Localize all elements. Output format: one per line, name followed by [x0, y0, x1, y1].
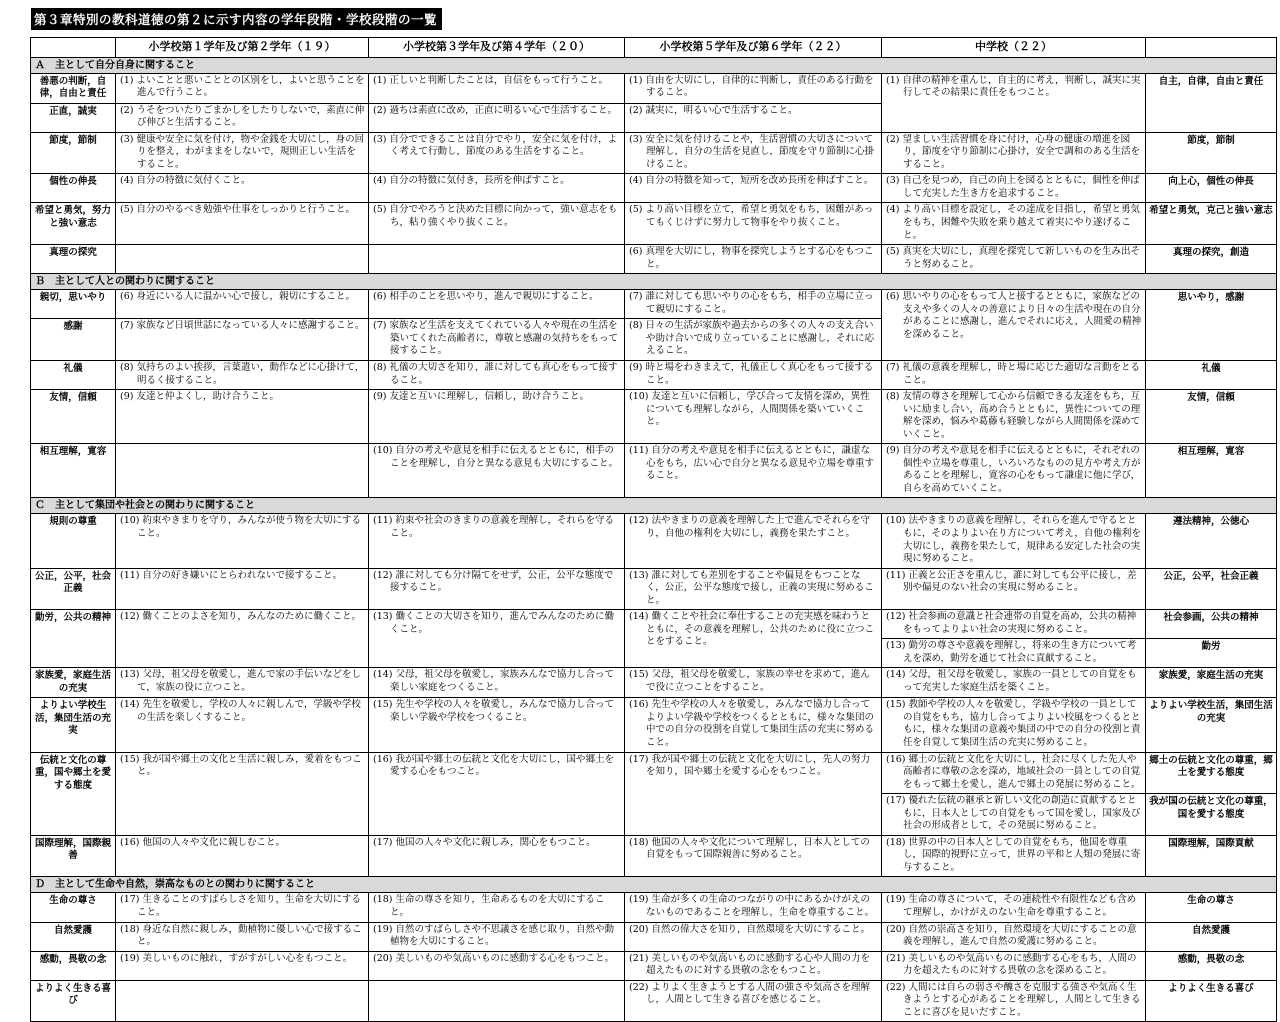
junior-high-cell: (5) 真実を大切にし，真理を探究して新しいものを生み出そうと努めること。: [882, 245, 1146, 274]
grade56-cell: (12) 法やきまりの意義を理解した上で進んでそれらを守り，自他の権利を大切にし，義務を果たすこと。: [625, 514, 882, 568]
junior-high-label: 公正，公平，社会正義: [1146, 568, 1277, 610]
grade34-cell: (2) 過ちは素直に改め，正直に明るい心で生活すること。: [369, 103, 625, 132]
junior-high-cell: (6) 思いやりの心をもって人と接するとともに，家族などの支えや多くの人々の善意により日々の生活や現在の自分があることに感謝し，進んでそれに応え，人間愛の精神を深めること。: [882, 290, 1146, 361]
row-label: 希望と勇気，努力と強い意志: [31, 203, 116, 245]
grade56-cell: (8) 日々の生活が家族や過去からの多くの人々の支え合いや助け合いで成り立っていることに感謝し，それに応えること。: [625, 319, 882, 361]
section-header-a: [31, 57, 1277, 73]
table-row: [31, 290, 1277, 319]
grade12-cell: (2) うそをついたりごまかしをしたりしないで，素直に伸び伸びと生活すること。: [116, 103, 369, 132]
junior-high-label: 家族愛，家庭生活の充実: [1146, 668, 1277, 698]
junior-high-cell: (16) 郷土の伝統と文化を大切にし，社会に尽くした先人や高齢者に尊敬の念を深め，地域社会の一員としての自覚をもって郷土を愛し，進んで郷土の発展に努めること。: [882, 752, 1146, 794]
junior-high-label: 感動，畏敬の念: [1146, 951, 1277, 980]
table-row: [31, 444, 1277, 498]
junior-high-label: 生命の尊さ: [1146, 893, 1277, 922]
junior-high-cell: (10) 法やきまりの意義を理解し，それらを進んで守るとともに，そのよりよい在り方について考え，自他の権利を大切にし，義務を果たして，規律ある安定した社会の実現に努めること。: [882, 514, 1146, 568]
row-label: 善悪の判断，自律，自由と責任: [31, 73, 116, 103]
row-label: 真理の探究: [31, 245, 116, 274]
table-row: [31, 132, 1277, 174]
grade56-cell: (20) 自然の偉大さを知り，自然環境を大切にすること。: [625, 922, 882, 951]
grade12-cell: (3) 健康や安全に気を付け，物や金銭を大切にし，身の回りを整え，わがままをしないで，規則正しい生活をすること。: [116, 132, 369, 174]
row-label: 相互理解，寛容: [31, 444, 116, 498]
grade34-cell: (15) 先生や学校の人々を敬愛し，みんなで協力し合って楽しい学級や学校をつくること。: [369, 698, 625, 752]
grade56-cell: (19) 生命が多くの生命のつながりの中にあるかけがえのないものであることを理解し，生命を尊重すること。: [625, 893, 882, 922]
grade56-cell: (4) 自分の特徴を知って，短所を改め長所を伸ばすこと。: [625, 174, 882, 203]
grade12-cell: (10) 約束やきまりを守り，みんなが使う物を大切にすること。: [116, 514, 369, 568]
junior-high-cell: (15) 教師や学校の人々を敬愛し，学級や学校の一員としての自覚をもち，協力し合ってよりよい校風をつくるとともに，様々な集団の意義や集団の中での自分の役割と責任を自覚して集団生活の充実に努めること。: [882, 698, 1146, 752]
junior-high-cell: (21) 美しいものや気高いものに感動する心をもち，人間の力を超えたものに対する畏敬の念を深めること。: [882, 951, 1146, 980]
grade56-cell: (22) よりよく生きようとする人間の強さや気高さを理解し，人間として生きる喜びを感じること。: [625, 980, 882, 1022]
grade56-cell: (15) 父母，祖父母を敬愛し，家族の幸せを求めて，進んで役に立つことをすること。: [625, 668, 882, 698]
section-header-b: [31, 274, 1277, 290]
grade34-cell: (14) 父母，祖父母を敬愛し，家族みんなで協力し合って楽しい家庭をつくること。: [369, 668, 625, 698]
row-label: 規則の尊重: [31, 514, 116, 568]
grade12-cell: (17) 生きることのすばらしさを知り，生命を大切にすること。: [116, 893, 369, 922]
table-row: [31, 922, 1277, 951]
junior-high-label: よりよく生きる喜び: [1146, 980, 1277, 1022]
junior-high-label: 希望と勇気，克己と強い意志: [1146, 203, 1277, 245]
grade12-cell: (15) 我が国や郷土の文化と生活に親しみ，愛着をもつこと。: [116, 752, 369, 835]
row-label: 公正，公平，社会正義: [31, 568, 116, 610]
table-row: [31, 360, 1277, 389]
row-label: 節度，節制: [31, 132, 116, 174]
header-grade-5-6: 小学校第５学年及び第６学年（２２）: [625, 38, 882, 58]
grade34-cell: (6) 相手のことを思いやり，進んで親切にすること。: [369, 290, 625, 319]
grade34-cell-empty: [369, 980, 625, 1022]
grade12-cell: (5) 自分のやるべき勉強や仕事をしっかりと行うこと。: [116, 203, 369, 245]
row-label: 伝統と文化の尊重，国や郷土を愛する態度: [31, 752, 116, 835]
junior-high-label: 遵法精神，公徳心: [1146, 514, 1277, 568]
table-row: [31, 698, 1277, 752]
table-row: [31, 610, 1277, 639]
grade56-cell: (16) 先生や学校の人々を敬愛し，みんなで協力し合ってよりよい学級や学校をつくるとともに，様々な集団の中での自分の役割を自覚して集団生活の充実に努めること。: [625, 698, 882, 752]
header-empty-right: [1146, 38, 1277, 58]
grade12-cell: (1) よいことと悪いこととの区別をし，よいと思うことを進んで行うこと。: [116, 73, 369, 103]
row-label: 正直，誠実: [31, 103, 116, 132]
junior-high-label: 勤労: [1146, 639, 1277, 668]
grade56-cell: (6) 真理を大切にし，物事を探究しようとする心をもつこと。: [625, 245, 882, 274]
grade34-cell: (16) 我が国や郷土の伝統と文化を大切にし，国や郷土を愛する心をもつこと。: [369, 752, 625, 835]
junior-high-cell: (20) 自然の崇高さを知り，自然環境を大切にすることの意義を理解し，進んで自然の愛護に努めること。: [882, 922, 1146, 951]
table-row: [31, 390, 1277, 444]
junior-high-cell: (12) 社会参画の意識と社会連帯の自覚を高め，公共の精神をもってよりよい社会の実現に努めること。: [882, 610, 1146, 639]
grade12-cell: (9) 友達と仲よくし，助け合うこと。: [116, 390, 369, 444]
junior-high-cell: (18) 世界の中の日本人としての自覚をもち，他国を尊重し，国際的視野に立って，世界の平和と人類の発展に寄与すること。: [882, 835, 1146, 877]
grade12-cell: (14) 先生を敬愛し，学校の人々に親しんで，学級や学校の生活を楽しくすること。: [116, 698, 369, 752]
section-a-title: Ａ 主として自分自身に関すること: [31, 57, 1277, 73]
curriculum-table: [30, 37, 1277, 1022]
junior-high-cell: (8) 友情の尊さを理解して心から信頼できる友達をもち，互いに励まし合い，高め合うとともに，異性についての理解を深め，悩みや葛藤も経験しながら人間関係を深めていくこと。: [882, 390, 1146, 444]
row-label: 個性の伸長: [31, 174, 116, 203]
table-row: [31, 951, 1277, 980]
grade12-cell: (19) 美しいものに触れ，すがすがしい心をもつこと。: [116, 951, 369, 980]
grade34-cell: (12) 誰に対しても分け隔てをせず，公正，公平な態度で接すること。: [369, 568, 625, 610]
junior-high-cell: (4) より高い目標を設定し，その達成を目指し，希望と勇気をもち，困難や失敗を乗り越えて着実にやり遂げること。: [882, 203, 1146, 245]
row-label: 礼儀: [31, 360, 116, 389]
grade56-cell: (5) より高い目標を立て，希望と勇気をもち，困難があってもくじけずに努力して物事をやり抜くこと。: [625, 203, 882, 245]
grade34-cell: (3) 自分でできることは自分でやり，安全に気を付け，よく考えて行動し，節度のある生活をすること。: [369, 132, 625, 174]
row-label: 家族愛，家庭生活の充実: [31, 668, 116, 698]
junior-high-cell: (19) 生命の尊さについて，その連続性や有限性なども含めて理解し，かけがえのない生命を尊重すること。: [882, 893, 1146, 922]
section-header-c: [31, 498, 1277, 514]
grade34-cell: (7) 家族など生活を支えてくれている人々や現在の生活を築いてくれた高齢者に，尊敬と感謝の気持ちをもって接すること。: [369, 319, 625, 361]
grade12-cell: (6) 身近にいる人に温かい心で接し，親切にすること。: [116, 290, 369, 319]
table-row: [31, 980, 1277, 1022]
grade12-cell: (11) 自分の好き嫌いにとらわれないで接すること。: [116, 568, 369, 610]
junior-high-label: 向上心，個性の伸長: [1146, 174, 1277, 203]
header-row: [31, 38, 1277, 58]
grade12-cell-empty: [116, 444, 369, 498]
junior-high-label: 相互理解，寛容: [1146, 444, 1277, 498]
grade12-cell: (13) 父母，祖父母を敬愛し，進んで家の手伝いなどをして，家族の役に立つこと。: [116, 668, 369, 698]
junior-high-cell: (2) 望ましい生活習慣を身に付け，心身の健康の増進を図り，節度を守り節制に心掛け，安全で調和のある生活をすること。: [882, 132, 1146, 174]
row-label: 感動，畏敬の念: [31, 951, 116, 980]
row-label: よりよく生きる喜び: [31, 980, 116, 1022]
junior-high-label: 自主，自律，自由と責任: [1146, 73, 1277, 132]
grade56-cell: (10) 友達と互いに信頼し，学び合って友情を深め，異性についても理解しながら，人間関係を築いていくこと。: [625, 390, 882, 444]
row-label: よりよい学校生活，集団生活の充実: [31, 698, 116, 752]
grade34-cell: (10) 自分の考えや意見を相手に伝えるとともに，相手のことを理解し，自分と異なる意見も大切にすること。: [369, 444, 625, 498]
grade12-cell: (12) 働くことのよさを知り，みんなのために働くこと。: [116, 610, 369, 668]
table-row: [31, 752, 1277, 794]
grade56-cell: (18) 他国の人々や文化について理解し，日本人としての自覚をもって国際親善に努めること。: [625, 835, 882, 877]
junior-high-label: 郷土の伝統と文化の尊重，郷土を愛する態度: [1146, 752, 1277, 794]
junior-high-label: 社会参画，公共の精神: [1146, 610, 1277, 639]
section-c-title: Ｃ 主として集団や社会との関わりに関すること: [31, 498, 1277, 514]
grade34-cell: (1) 正しいと判断したことは，自信をもって行うこと。: [369, 73, 625, 103]
grade56-cell: (9) 時と場をわきまえて，礼儀正しく真心をもって接すること。: [625, 360, 882, 389]
row-label: 国際理解，国際親善: [31, 835, 116, 877]
section-header-d: [31, 877, 1277, 893]
grade34-cell: (17) 他国の人々や文化に親しみ，関心をもつこと。: [369, 835, 625, 877]
grade34-cell: (20) 美しいものや気高いものに感動する心をもつこと。: [369, 951, 625, 980]
grade56-cell: (3) 安全に気を付けることや，生活習慣の大切さについて理解し，自分の生活を見直し，節度を守り節制に心掛けること。: [625, 132, 882, 174]
junior-high-label: 自然愛護: [1146, 922, 1277, 951]
header-grade-1-2: 小学校第１学年及び第２学年（１９）: [116, 38, 369, 58]
table-row: [31, 835, 1277, 877]
grade34-cell: (4) 自分の特徴に気付き，長所を伸ばすこと。: [369, 174, 625, 203]
grade56-cell: (7) 誰に対しても思いやりの心をもち，相手の立場に立って親切にすること。: [625, 290, 882, 319]
grade56-cell: (2) 誠実に，明るい心で生活すること。: [625, 103, 882, 132]
junior-high-cell: (9) 自分の考えや意見を相手に伝えるとともに，それぞれの個性や立場を尊重し，いろいろなものの見方や考え方があることを理解し，寛容の心をもって謙虚に他に学び，自らを高めていくこと。: [882, 444, 1146, 498]
table-row: [31, 668, 1277, 698]
row-label: 感謝: [31, 319, 116, 361]
junior-high-cell: (3) 自己を見つめ，自己の向上を図るとともに，個性を伸ばして充実した生き方を追求すること。: [882, 174, 1146, 203]
header-grade-3-4: 小学校第３学年及び第４学年（２０）: [369, 38, 625, 58]
grade56-cell: (21) 美しいものや気高いものに感動する心や人間の力を超えたものに対する畏敬の念をもつこと。: [625, 951, 882, 980]
section-d-title: Ｄ 主として生命や自然，崇高なものとの関わりに関すること: [31, 877, 1277, 893]
junior-high-label: よりよい学校生活，集団生活の充実: [1146, 698, 1277, 752]
table-row: [31, 893, 1277, 922]
junior-high-cell: (14) 父母，祖父母を敬愛し，家族の一員としての自覚をもって充実した家庭生活を築くこと。: [882, 668, 1146, 698]
junior-high-label: 真理の探究，創造: [1146, 245, 1277, 274]
grade56-cell: (11) 自分の考えや意見を相手に伝えるとともに，謙虚な心をもち，広い心で自分と異なる意見や立場を尊重すること。: [625, 444, 882, 498]
table-row: [31, 514, 1277, 568]
junior-high-cell: (17) 優れた伝統の継承と新しい文化の創造に貢献するとともに，日本人としての自覚をもって国を愛し，国家及び社会の形成者として，その発展に努めること。: [882, 794, 1146, 836]
junior-high-cell: (13) 勤労の尊さや意義を理解し，将来の生き方について考えを深め，勤労を通じて社会に貢献すること。: [882, 639, 1146, 668]
grade34-cell: (13) 働くことの大切さを知り，進んでみんなのために働くこと。: [369, 610, 625, 668]
grade34-cell-empty: [369, 245, 625, 274]
section-b-title: Ｂ 主として人との関わりに関すること: [31, 274, 1277, 290]
junior-high-label: 礼儀: [1146, 360, 1277, 389]
grade12-cell: (4) 自分の特徴に気付くこと。: [116, 174, 369, 203]
grade56-cell: (14) 働くことや社会に奉仕することの充実感を味わうとともに，その意義を理解し，公共のために役に立つことをすること。: [625, 610, 882, 668]
table-row: [31, 568, 1277, 610]
table-row: [31, 245, 1277, 274]
row-label: 親切，思いやり: [31, 290, 116, 319]
junior-high-label: 思いやり，感謝: [1146, 290, 1277, 361]
junior-high-cell: (22) 人間には自らの弱さや醜さを克服する強さや気高く生きようとする心があることを理解し，人間として生きることに喜びを見いだすこと。: [882, 980, 1146, 1022]
header-junior-high: 中学校（２２）: [882, 38, 1146, 58]
grade12-cell-empty: [116, 980, 369, 1022]
row-label: 勤労，公共の精神: [31, 610, 116, 668]
grade12-cell: (16) 他国の人々や文化に親しむこと。: [116, 835, 369, 877]
grade34-cell: (8) 礼儀の大切さを知り，誰に対しても真心をもって接すること。: [369, 360, 625, 389]
junior-high-cell: (7) 礼儀の意義を理解し，時と場に応じた適切な言動をとること。: [882, 360, 1146, 389]
junior-high-cell: (11) 正義と公正さを重んじ，誰に対しても公平に接し，差別や偏見のない社会の実現に努めること。: [882, 568, 1146, 610]
grade12-cell: (8) 気持ちのよい挨拶，言葉遣い，動作などに心掛けて，明るく接すること。: [116, 360, 369, 389]
table-row: [31, 203, 1277, 245]
grade12-cell-empty: [116, 245, 369, 274]
grade12-cell: (18) 身近な自然に親しみ，動植物に優しい心で接すること。: [116, 922, 369, 951]
row-label: 自然愛護: [31, 922, 116, 951]
grade34-cell: (18) 生命の尊さを知り，生命あるものを大切にすること。: [369, 893, 625, 922]
row-label: 友情，信頼: [31, 390, 116, 444]
document-page: [30, 8, 1276, 1022]
grade34-cell: (11) 約束や社会のきまりの意義を理解し，それらを守ること。: [369, 514, 625, 568]
grade34-cell: (9) 友達と互いに理解し，信頼し，助け合うこと。: [369, 390, 625, 444]
grade12-cell: (7) 家族など日頃世話になっている人々に感謝すること。: [116, 319, 369, 361]
junior-high-label: 友情，信頼: [1146, 390, 1277, 444]
grade56-cell: (1) 自由を大切にし，自律的に判断し，責任のある行動をすること。: [625, 73, 882, 103]
junior-high-label: 国際理解，国際貢献: [1146, 835, 1277, 877]
page-title: 第３章特別の教科道徳の第２に示す内容の学年段階・学校段階の一覧: [31, 8, 442, 30]
grade34-cell: (5) 自分でやろうと決めた目標に向かって，強い意志をもち，粘り強くやり抜くこと。: [369, 203, 625, 245]
grade56-cell: (17) 我が国や郷土の伝統と文化を大切にし，先人の努力を知り，国や郷土を愛する心をもつこと。: [625, 752, 882, 835]
grade56-cell: (13) 誰に対しても差別をすることや偏見をもつことなく，公正，公平な態度で接し，正義の実現に努めること。: [625, 568, 882, 610]
header-empty-left: [31, 38, 116, 58]
grade34-cell: (19) 自然のすばらしさや不思議さを感じ取り，自然や動植物を大切にすること。: [369, 922, 625, 951]
junior-high-label: 節度，節制: [1146, 132, 1277, 174]
table-row: [31, 174, 1277, 203]
row-label: 生命の尊さ: [31, 893, 116, 922]
junior-high-cell: (1) 自律の精神を重んじ，自主的に考え，判断し，誠実に実行してその結果に責任をもつこと。: [882, 73, 1146, 132]
junior-high-label: 我が国の伝統と文化の尊重，国を愛する態度: [1146, 794, 1277, 836]
table-row: [31, 73, 1277, 103]
